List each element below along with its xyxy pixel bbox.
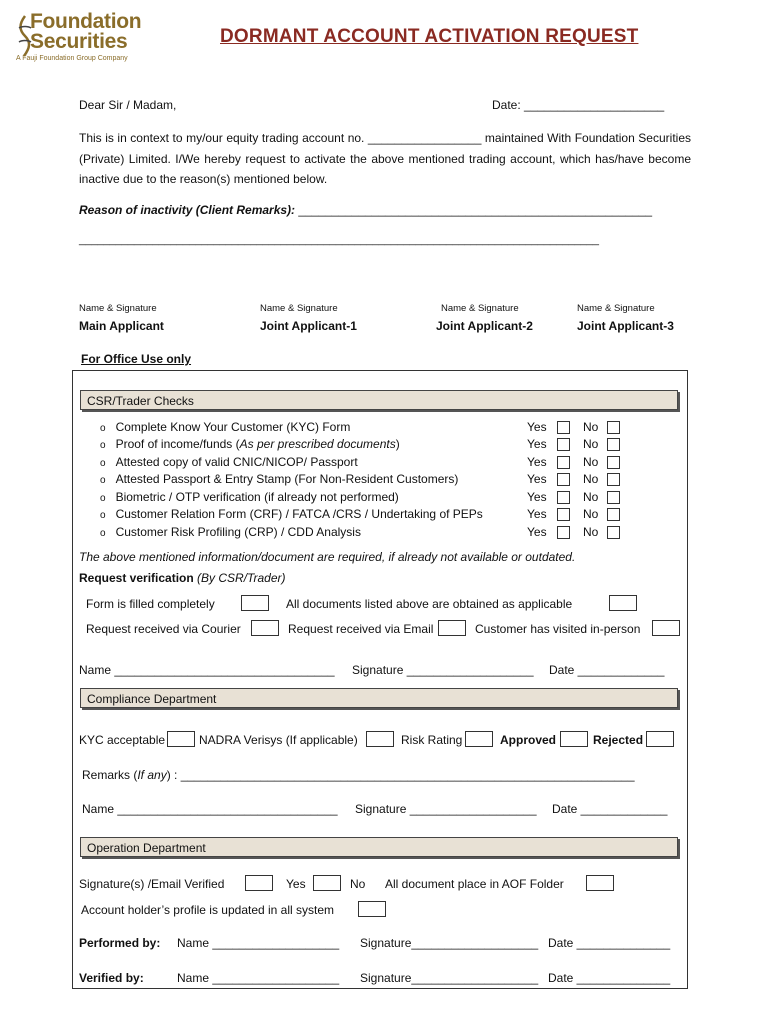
no-label: No — [350, 877, 366, 891]
signature-caption-joint2: Name & Signature — [441, 303, 519, 314]
no-label: No — [583, 507, 599, 521]
no-checkbox[interactable] — [607, 456, 620, 469]
form-filled-checkbox[interactable] — [241, 595, 269, 611]
no-checkbox[interactable] — [607, 421, 620, 434]
approved-checkbox[interactable] — [560, 731, 588, 747]
compliance-signature-field[interactable]: Signature ___________________ — [355, 802, 537, 816]
compliance-date-field[interactable]: Date _____________ — [552, 802, 668, 816]
aof-label: All document place in AOF Folder — [385, 877, 564, 891]
in-person-checkbox[interactable] — [652, 620, 680, 636]
csr-section-header: CSR/Trader Checks — [80, 390, 678, 410]
kyc-checkbox[interactable] — [167, 731, 195, 747]
list-item: o Biometric / OTP verification (if already not performed) — [100, 490, 399, 504]
yes-label: Yes — [527, 490, 547, 504]
csr-note: The above mentioned information/document are required, if already not available or outdated. — [79, 550, 576, 564]
remarks-field[interactable]: Remarks (If any) : ____________________________________________________________________ — [82, 768, 635, 782]
no-label: No — [583, 455, 599, 469]
verification-heading: Request verification (By CSR/Trader) — [79, 571, 286, 585]
all-docs-label: All documents listed above are obtained as applicable — [286, 597, 573, 611]
company-logo — [14, 10, 142, 66]
salutation: Dear Sir / Madam, — [79, 98, 177, 112]
courier-checkbox[interactable] — [251, 620, 279, 636]
in-person-label: Customer has visited in-person — [475, 622, 641, 636]
list-item: o Attested Passport & Entry Stamp (For Non-Resident Customers) — [100, 472, 459, 486]
verified-name-field[interactable]: Name ___________________ — [177, 971, 340, 985]
verified-signature-field[interactable]: Signature___________________ — [360, 971, 539, 985]
intro-paragraph: This is in context to my/our equity trading account no. _________________ maintained With Foundation Securities (Private) Limited. I/We hereby request to activate the above mentioned trading account, which has/have become inactive due to the reason(s) mentioned below. — [79, 131, 691, 186]
profile-updated-checkbox[interactable] — [358, 901, 386, 917]
reason-label: Reason of inactivity (Client Remarks): — [79, 203, 299, 217]
verified-date-field[interactable]: Date ______________ — [548, 971, 671, 985]
email-label: Request received via Email — [288, 622, 434, 636]
compliance-name-field[interactable]: Name _________________________________ — [82, 802, 338, 816]
signatory-joint2: Joint Applicant-2 — [436, 319, 533, 333]
list-item: o Complete Know Your Customer (KYC) Form — [100, 420, 351, 434]
yes-checkbox[interactable] — [557, 438, 570, 451]
yes-checkbox[interactable] — [557, 526, 570, 539]
courier-label: Request received via Courier — [86, 622, 241, 636]
list-item: o Attested copy of valid CNIC/NICOP/ Passport — [100, 455, 358, 469]
profile-updated-label: Account holder’s profile is updated in all system — [81, 903, 335, 917]
nadra-label: NADRA Verisys (If applicable) — [199, 733, 358, 747]
date-field[interactable]: Date: _____________________ — [492, 98, 665, 112]
email-checkbox[interactable] — [438, 620, 466, 636]
aof-checkbox[interactable] — [586, 875, 614, 891]
yes-label: Yes — [527, 455, 547, 469]
no-label: No — [583, 525, 599, 539]
performed-by-label: Performed by: — [79, 936, 161, 950]
approved-label: Approved — [500, 733, 557, 747]
signatory-joint3: Joint Applicant-3 — [577, 319, 674, 333]
list-item: o Customer Relation Form (CRF) / FATCA /CRS / Undertaking of PEPs — [100, 507, 483, 521]
risk-label: Risk Rating — [401, 733, 463, 747]
no-checkbox[interactable] — [607, 491, 620, 504]
yes-label: Yes — [527, 525, 547, 539]
no-label: No — [583, 437, 599, 451]
operation-section-header: Operation Department — [80, 837, 678, 857]
signatory-joint1: Joint Applicant-1 — [260, 319, 357, 333]
rejected-label: Rejected — [593, 733, 644, 747]
signature-caption-joint3: Name & Signature — [577, 303, 655, 314]
page-title: DORMANT ACCOUNT ACTIVATION REQUEST — [220, 26, 639, 47]
sig-verified-checkbox[interactable] — [245, 875, 273, 891]
reason-line-1[interactable]: _____________________________________________________ — [298, 203, 653, 217]
yes-checkbox[interactable] — [313, 875, 341, 891]
no-checkbox[interactable] — [607, 526, 620, 539]
yes-checkbox[interactable] — [557, 473, 570, 486]
no-label: No — [583, 490, 599, 504]
signature-caption-joint1: Name & Signature — [260, 303, 338, 314]
no-checkbox[interactable] — [607, 473, 620, 486]
form-filled-label: Form is filled completely — [86, 597, 215, 611]
yes-checkbox[interactable] — [557, 421, 570, 434]
signatory-main: Main Applicant — [79, 319, 164, 333]
no-label: No — [583, 420, 599, 434]
list-item: o Proof of income/funds (As per prescribed documents) — [100, 437, 400, 451]
list-item: o Customer Risk Profiling (CRP) / CDD Analysis — [100, 525, 361, 539]
sig-verified-label: Signature(s) /Email Verified — [79, 877, 225, 891]
performed-signature-field[interactable]: Signature___________________ — [360, 936, 539, 950]
yes-checkbox[interactable] — [557, 491, 570, 504]
yes-checkbox[interactable] — [557, 508, 570, 521]
verified-by-label: Verified by: — [79, 971, 144, 985]
compliance-section-header: Compliance Department — [80, 688, 678, 708]
yes-label: Yes — [527, 472, 547, 486]
csr-date-field[interactable]: Date _____________ — [549, 663, 665, 677]
logo-word-2: Securities — [30, 30, 128, 53]
no-checkbox[interactable] — [607, 508, 620, 521]
performed-date-field[interactable]: Date ______________ — [548, 936, 671, 950]
yes-label: Yes — [286, 877, 306, 891]
nadra-checkbox[interactable] — [366, 731, 394, 747]
yes-checkbox[interactable] — [557, 456, 570, 469]
no-checkbox[interactable] — [607, 438, 620, 451]
office-use-heading: For Office Use only — [81, 352, 192, 366]
yes-label: Yes — [527, 420, 547, 434]
no-label: No — [583, 472, 599, 486]
performed-name-field[interactable]: Name ___________________ — [177, 936, 340, 950]
reason-row[interactable] — [79, 203, 652, 217]
csr-name-field[interactable]: Name _________________________________ — [79, 663, 335, 677]
logo-tagline: A Fauji Foundation Group Company — [16, 55, 128, 62]
reason-line-2[interactable]: _____________________________________________________________________________________ — [79, 234, 600, 246]
csr-signature-field[interactable]: Signature ___________________ — [352, 663, 534, 677]
kyc-label: KYC acceptable — [79, 733, 166, 747]
yes-label: Yes — [527, 507, 547, 521]
all-docs-checkbox[interactable] — [609, 595, 637, 611]
signature-caption-main: Name & Signature — [79, 303, 157, 314]
rejected-checkbox[interactable] — [646, 731, 674, 747]
logo-word-1: Foundation — [30, 10, 142, 33]
risk-checkbox[interactable] — [465, 731, 493, 747]
yes-label: Yes — [527, 437, 547, 451]
